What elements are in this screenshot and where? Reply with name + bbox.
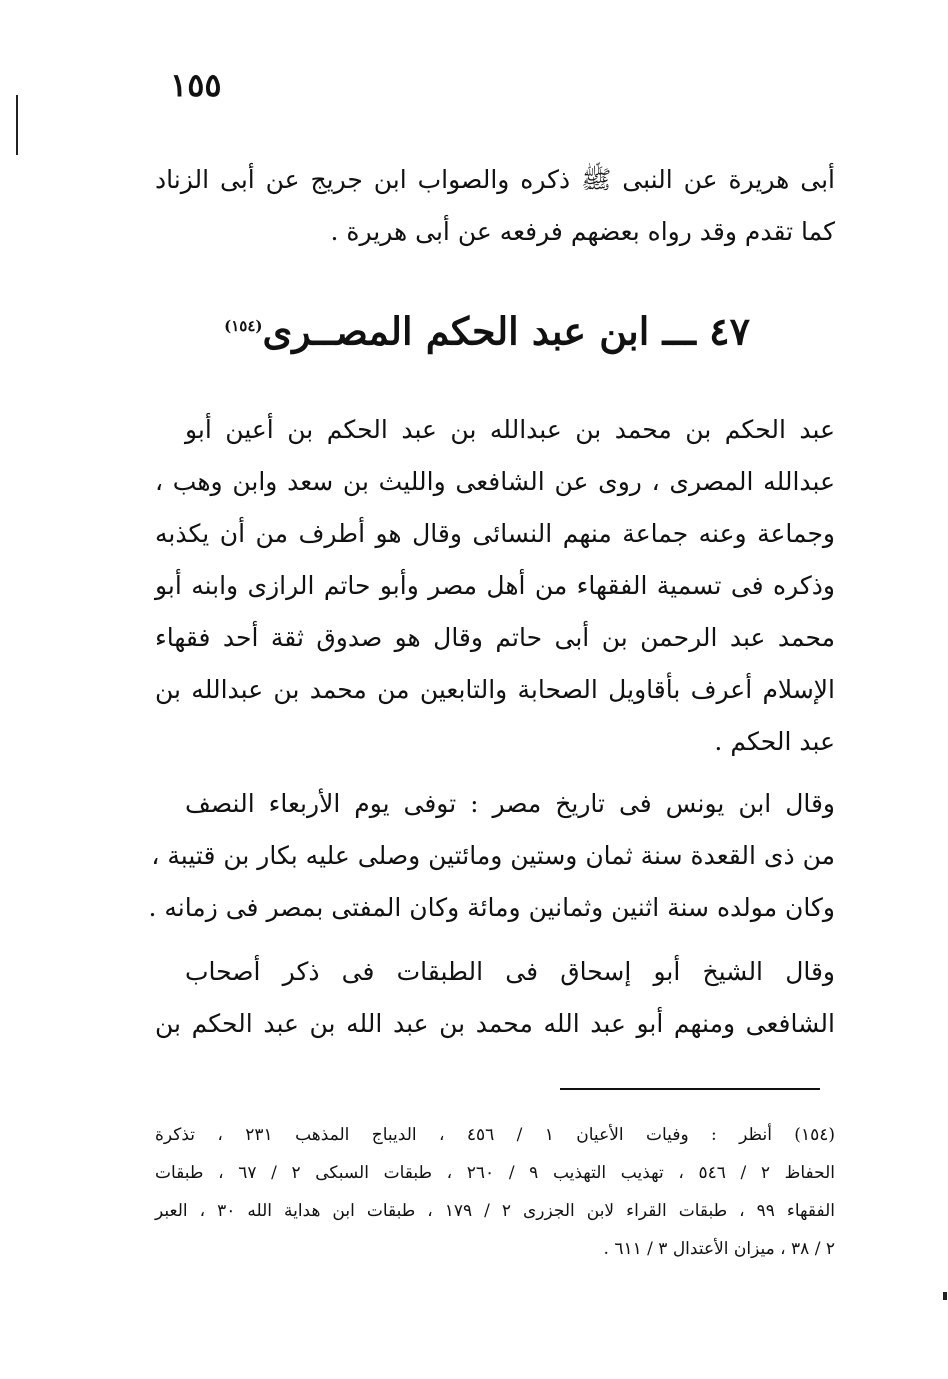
intro-line: أبى هريرة عن النبى ﷺ ذكره والصواب ابن جريج عن أبى الزناد: [155, 165, 835, 194]
heading-text: ٤٧ ـــ ابن عبد الحكم المصــرى: [262, 308, 750, 354]
paragraph-line: وجماعة وعنه جماعة منهم النسائى وقال هو أطرف من أن يكذبه: [155, 519, 835, 548]
footnote-line: ٢ / ٣٨ ، ميزان الأعتدال ٣ / ٦١١ .: [603, 1239, 835, 1259]
paragraph-line: محمد عبد الرحمن بن أبى حاتم وقال هو صدوق ثقة أحد فقهاء: [155, 623, 835, 652]
footnote-line: الفقهاء ٩٩ ، طبقات القراء لابن الجزرى ٢ / ١٧٩ ، طبقات ابن هداية الله ٣٠ ، العبر: [155, 1201, 835, 1221]
footnote-ref: (١٥٤): [224, 317, 263, 335]
paragraph-line: عبد الحكم بن محمد بن عبدالله بن عبد الحكم بن أعين أبو: [185, 415, 835, 444]
paragraph-line: وقال ابن يونس فى تاريخ مصر : توفى يوم الأربعاء النصف: [185, 789, 835, 818]
paragraph-line: من ذى القعدة سنة ثمان وستين ومائتين وصلى عليه بكار بن قتيبة ،: [151, 841, 835, 870]
paragraph-line: الإسلام أعرف بأقاويل الصحابة والتابعين من محمد بن عبدالله بن: [155, 675, 835, 704]
paragraph-line: وكان مولده سنة اثنين وثمانين ومائة وكان المفتى بمصر فى زمانه .: [148, 893, 835, 922]
paragraph-line: عبدالله المصرى ، روى عن الشافعى والليث بن سعد وابن وهب ،: [155, 467, 835, 496]
section-heading: [224, 298, 750, 360]
scan-edge-mark: [16, 95, 18, 155]
intro-line: كما تقدم وقد رواه بعضهم فرفعه عن أبى هريرة .: [330, 217, 835, 246]
page-number: ١٥٥: [170, 66, 222, 104]
scan-edge-mark: [943, 1292, 947, 1300]
paragraph-line: الشافعى ومنهم أبو عبد الله محمد بن عبد الله بن عبد الحكم بن: [155, 1009, 835, 1038]
footnote-divider: [560, 1088, 820, 1090]
paragraph-line: وذكره فى تسمية الفقهاء من أهل مصر وأبو حاتم الرازى وابنه أبو: [155, 571, 835, 600]
footnote-line: الحفاظ ٢ / ٥٤٦ ، تهذيب التهذيب ٩ / ٢٦٠ ، طبقات السبكى ٢ / ٦٧ ، طبقات: [155, 1163, 835, 1183]
footnote-line: (١٥٤) أنظر : وفيات الأعيان ١ / ٤٥٦ ، الديباج المذهب ٢٣١ ، تذكرة: [155, 1125, 835, 1145]
paragraph-line: وقال الشيخ أبو إسحاق فى الطبقات فى ذكر أصحاب: [185, 957, 835, 986]
paragraph-line: عبد الحكم .: [714, 727, 835, 756]
